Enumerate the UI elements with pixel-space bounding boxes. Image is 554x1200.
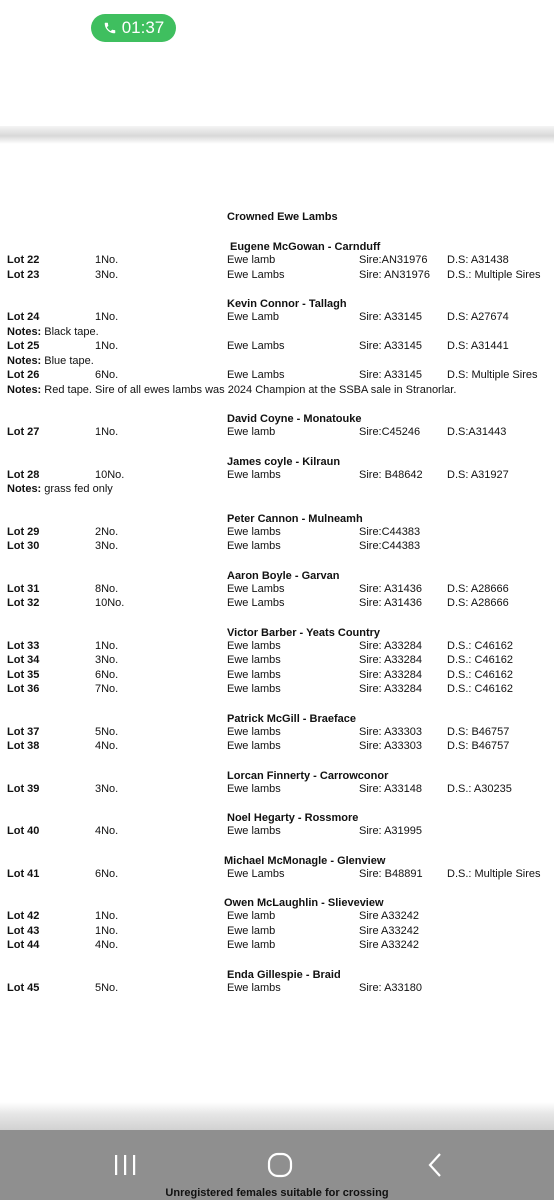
lot-dam-sire: D.S.: C46162 [447,654,514,666]
notes-label: Notes: [7,483,45,495]
lot-quantity: 1No. [95,311,119,323]
lot-sire: Sire A33242 [359,910,419,922]
seller-name: Enda Gillespie - Braid [227,968,341,981]
lot-number: Lot 26 [7,369,40,381]
lot-dam-sire: D.S: A31438 [447,254,509,266]
lot-type: Ewe lamb [227,254,276,266]
lot-number: Lot 27 [7,426,40,438]
lot-quantity: 7No. [95,683,119,695]
lot-sire: Sire: AN31976 [359,268,430,281]
lot-sire: Sire: A33284 [359,668,422,681]
lot-sire: Sire: B48891 [359,867,423,880]
lot-notes [7,355,94,368]
recents-button[interactable] [105,1150,145,1180]
lot-quantity: 1No. [95,924,119,937]
lot-quantity: 1No. [95,910,119,922]
notes-label: Notes: [7,383,45,396]
lot-number: Lot 38 [7,740,40,752]
lot-sire: Sire: A33180 [359,981,422,994]
lot-quantity: 6No. [95,668,119,681]
lot-quantity: 10No. [95,468,125,481]
seller-name: James coyle - Kilraun [227,455,341,468]
seller-name: Peter Cannon - Mulneamh [227,512,363,525]
lot-sire: Sire: A33303 [359,725,422,738]
lot-dam-sire: D.S: Multiple Sires [447,369,538,381]
back-button[interactable] [415,1150,455,1180]
lot-number: Lot 34 [7,654,40,666]
lot-dam-sire: D.S: A28666 [447,582,509,595]
lot-number: Lot 23 [7,268,40,281]
seller-name: Lorcan Finnerty - Carrowconor [227,769,389,782]
lot-quantity: 1No. [95,254,119,266]
lot-quantity: 10No. [95,597,125,609]
lot-number: Lot 22 [7,254,40,266]
lot-number: Lot 28 [7,468,40,481]
document-cutoff-text: Unregistered females suitable for crossing [165,1187,389,1199]
lot-type: Ewe Lamb [227,311,279,323]
seller-name: Eugene McGowan - Carnduff [230,241,381,253]
notes-text: grass fed only [44,483,113,495]
lot-number: Lot 32 [7,597,40,609]
lot-notes [7,483,113,496]
lot-dam-sire: D.S: B46757 [447,725,510,738]
lot-dam-sire: D.S: B46757 [447,740,510,752]
lot-quantity: 1No. [95,340,119,352]
lot-type: Ewe lambs [227,654,281,666]
lot-quantity: 3No. [95,268,119,281]
lot-number: Lot 41 [7,867,40,880]
lot-number: Lot 24 [7,311,40,323]
lot-quantity: 5No. [95,725,119,738]
lot-dam-sire: D.S: A27674 [447,311,509,323]
section-title: Crowned Ewe Lambs [227,211,338,223]
lot-dam-sire: D.S.: Multiple Sires [447,867,541,880]
notes-label: Notes: [7,325,45,338]
lot-dam-sire: D.S.: A30235 [447,782,512,795]
lot-sire: Sire: A33145 [359,311,422,323]
lot-dam-sire: D.S.: C46162 [447,639,514,652]
lot-type: Ewe lamb [227,924,276,937]
lot-type: Ewe lambs [227,468,281,481]
call-timer: 01:37 [121,18,165,37]
lot-type: Ewe lambs [227,540,281,552]
lot-type: Ewe Lambs [227,597,285,609]
lot-dam-sire: D.S: A31927 [447,468,509,481]
lot-number: Lot 31 [7,582,40,595]
lot-quantity: 8No. [95,582,119,595]
seller-name: Michael McMonagle - Glenview [224,854,386,867]
lot-number: Lot 45 [7,981,40,994]
lot-quantity: 2No. [95,525,119,538]
home-icon [267,1152,293,1178]
seller-name: Owen McLaughlin - Slieveview [224,897,384,909]
lot-notes [7,326,99,339]
lot-type: Ewe Lambs [227,268,285,281]
seller-name: Victor Barber - Yeats Country [227,626,381,639]
lot-sire: Sire:C44383 [359,540,421,552]
lot-type: Ewe Lambs [227,582,285,595]
phone-icon [103,21,117,35]
lot-type: Ewe lamb [227,426,276,438]
lot-quantity: 3No. [95,654,119,666]
home-button[interactable] [260,1150,300,1180]
lot-sire: Sire:C44383 [359,525,421,538]
lot-type: Ewe lambs [227,782,281,795]
lot-type: Ewe lambs [227,525,281,538]
notes-text: Red tape. Sire of all ewes lambs was 2024 Champion at the SSBA sale in Stranorlar. [44,383,457,396]
lot-sire: Sire: A33284 [359,654,422,666]
seller-name: Noel Hegarty - Rossmore [227,812,359,824]
lot-dam-sire: D.S: A28666 [447,597,509,609]
recents-icon [112,1153,138,1177]
lot-dam-sire: D.S.: Multiple Sires [447,268,541,281]
lot-quantity: 3No. [95,540,119,552]
lot-number: Lot 36 [7,683,40,695]
lot-dam-sire: D.S:A31443 [447,426,507,438]
lot-quantity: 4No. [95,740,119,752]
lot-sire: Sire: B48642 [359,468,423,481]
lot-number: Lot 42 [7,910,40,922]
lot-sire: Sire: A33303 [359,740,422,752]
lot-number: Lot 39 [7,782,40,795]
seller-name: Aaron Boyle - Garvan [227,569,340,582]
lot-number: Lot 44 [7,939,40,951]
lot-quantity: 5No. [95,981,119,994]
lot-quantity: 6No. [95,867,119,880]
lot-quantity: 4No. [95,939,119,951]
page-shadow-bottom [0,1102,554,1132]
ongoing-call-indicator[interactable] [91,14,176,42]
lot-quantity: 3No. [95,782,119,795]
back-icon [425,1152,445,1178]
notes-text: Blue tape. [44,354,94,367]
seller-name: Patrick McGill - Braeface [227,712,357,725]
lot-type: Ewe lambs [227,981,281,994]
lot-number: Lot 29 [7,525,40,538]
lot-number: Lot 25 [7,340,40,352]
lot-sire: Sire A33242 [359,924,419,937]
lot-number: Lot 30 [7,540,40,552]
lot-number: Lot 40 [7,825,40,837]
lot-quantity: 1No. [95,639,119,652]
lot-type: Ewe Lambs [227,340,285,352]
seller-name: David Coyne - Monatouke [227,413,362,425]
page-shadow-top [0,126,554,144]
lot-type: Ewe Lambs [227,867,285,880]
lot-type: Ewe lambs [227,825,281,837]
lot-number: Lot 37 [7,725,40,738]
lot-sire: Sire: A33284 [359,639,422,652]
lot-number: Lot 33 [7,639,40,652]
lot-sire: Sire: A33284 [359,683,422,695]
lot-sire: Sire:C45246 [359,426,421,438]
lot-quantity: 1No. [95,426,119,438]
lot-type: Ewe lamb [227,910,276,922]
lot-number: Lot 43 [7,924,40,937]
lot-sire: Sire: A31436 [359,582,422,595]
lot-sire: Sire: A33145 [359,340,422,352]
lot-quantity: 4No. [95,825,119,837]
lot-number: Lot 35 [7,668,40,681]
lot-quantity: 6No. [95,369,119,381]
lot-sire: Sire: A31995 [359,825,422,837]
lot-sire: Sire: A33145 [359,369,422,381]
lot-dam-sire: D.S.: C46162 [447,683,514,695]
notes-text: Black tape. [44,325,99,338]
notes-label: Notes: [7,354,45,367]
lot-sire: Sire:AN31976 [359,254,428,266]
document-page[interactable] [0,144,554,1104]
lot-type: Ewe lambs [227,740,281,752]
lot-type: Ewe lambs [227,639,281,652]
seller-name: Kevin Connor - Tallagh [227,298,347,310]
lot-type: Ewe Lambs [227,369,285,381]
lot-sire: Sire: A31436 [359,597,422,609]
lot-dam-sire: D.S: A31441 [447,340,509,352]
lot-dam-sire: D.S.: C46162 [447,668,514,681]
lot-type: Ewe lambs [227,683,281,695]
lot-sire: Sire A33242 [359,939,419,951]
lot-sire: Sire: A33148 [359,782,422,795]
lot-type: Ewe lamb [227,939,276,951]
lot-notes [7,384,456,397]
lot-type: Ewe lambs [227,668,281,681]
lot-type: Ewe lambs [227,725,281,738]
